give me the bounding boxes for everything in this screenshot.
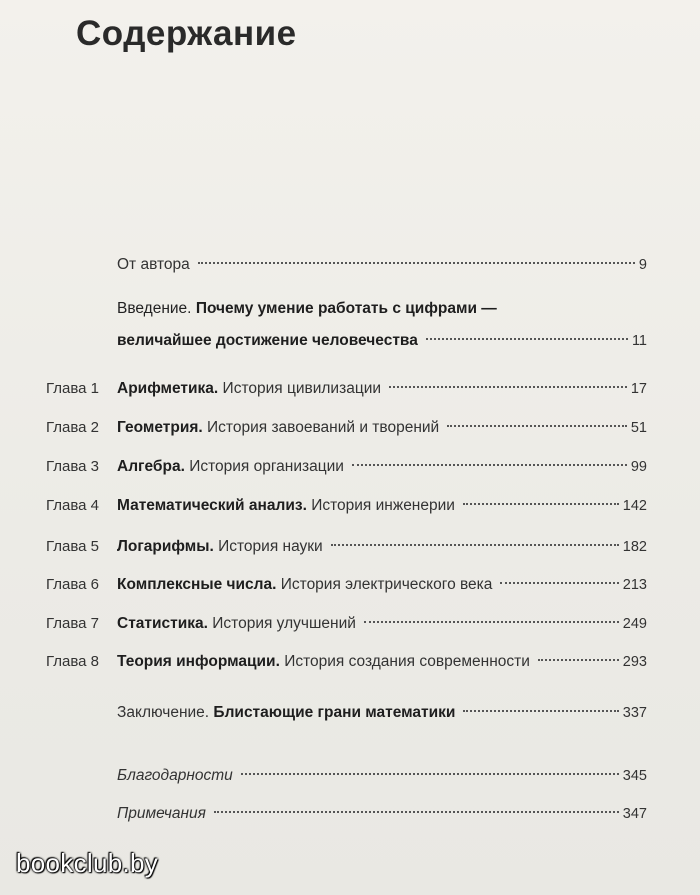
dot-leader xyxy=(198,262,635,264)
toc-entry-intro-line1 xyxy=(117,297,497,321)
chapter-label: Глава 7 xyxy=(46,615,100,632)
chapter-label: Глава 1 xyxy=(46,380,100,397)
chapter-label: Глава 8 xyxy=(46,653,100,670)
toc-entry-subtitle: История электрического века xyxy=(280,576,493,593)
toc-entry-chapter-2 xyxy=(0,416,700,440)
toc-page-number: 17 xyxy=(630,381,647,397)
toc-entry-title: Почему умение работать с цифрами — xyxy=(195,300,497,317)
toc-entry-label: От автора xyxy=(117,256,190,273)
toc-entry-subtitle: История инженерии xyxy=(311,497,455,514)
toc-entry-chapter-6 xyxy=(0,573,700,597)
watermark: bookclub.by xyxy=(16,848,159,878)
toc-entry-title: Математический анализ. xyxy=(117,497,307,514)
toc-entry-title: Логарифмы. xyxy=(117,538,214,555)
toc-entry-subtitle: История завоеваний и творений xyxy=(207,419,440,436)
toc-entry-title: Геометрия. xyxy=(117,419,203,436)
toc-page-number: 213 xyxy=(622,577,647,593)
toc-entry-chapter-5 xyxy=(0,535,700,559)
dot-leader xyxy=(352,464,627,466)
toc-entry-title: Блистающие грани математики xyxy=(213,704,456,721)
toc-entry-chapter-8 xyxy=(0,650,700,674)
dot-leader xyxy=(331,544,619,546)
dot-leader xyxy=(463,503,619,505)
toc-entry-label: Примечания xyxy=(117,805,206,822)
toc-entry-chapter-4 xyxy=(0,494,700,518)
toc-entry-subtitle: История создания современности xyxy=(284,653,530,670)
toc-entry-prefix: Заключение. xyxy=(117,704,210,721)
toc-entry-title: Комплексные числа. xyxy=(117,576,277,593)
toc-page-number: 345 xyxy=(622,768,647,784)
dot-leader xyxy=(500,582,618,584)
toc-entry-subtitle: История науки xyxy=(218,538,323,555)
dot-leader xyxy=(241,773,619,775)
chapter-label: Глава 2 xyxy=(46,419,100,436)
toc-entry-subtitle: История цивилизации xyxy=(222,380,382,397)
toc-entry-subtitle: История организации xyxy=(189,458,344,475)
toc-page-number: 99 xyxy=(630,459,647,475)
toc-entry-chapter-1 xyxy=(0,377,700,401)
dot-leader xyxy=(426,338,628,340)
toc-entry-conclusion xyxy=(0,701,700,725)
toc-page-number: 11 xyxy=(631,333,647,349)
toc-entry-author xyxy=(0,253,700,277)
toc-page-number: 182 xyxy=(622,539,647,555)
chapter-label: Глава 4 xyxy=(46,497,100,514)
chapter-label: Глава 5 xyxy=(46,538,100,555)
toc-entry-subtitle: История улучшений xyxy=(212,615,356,632)
toc-page-number: 337 xyxy=(622,705,647,721)
toc-page-number: 249 xyxy=(622,616,647,632)
toc-entry-title: Теория информации. xyxy=(117,653,280,670)
toc-entry-title: величайшее достижение человечества xyxy=(117,332,418,349)
toc-entry-thanks xyxy=(0,764,700,788)
dot-leader xyxy=(538,659,619,661)
toc-entry-prefix: Введение. xyxy=(117,300,192,317)
toc-page-number: 347 xyxy=(622,806,647,822)
toc-page-number: 51 xyxy=(630,420,647,436)
toc-page-number: 293 xyxy=(622,654,647,670)
chapter-label: Глава 3 xyxy=(46,458,100,475)
toc-entry-title: Арифметика. xyxy=(117,380,219,397)
page-title: Содержание xyxy=(76,14,297,53)
toc-entry-chapter-3 xyxy=(0,455,700,479)
toc-entry-title: Алгебра. xyxy=(117,458,185,475)
chapter-label: Глава 6 xyxy=(46,576,100,593)
dot-leader xyxy=(364,621,619,623)
dot-leader xyxy=(214,811,619,813)
toc-entry-intro-line2 xyxy=(0,329,700,353)
dot-leader xyxy=(463,710,618,712)
toc-page-number: 9 xyxy=(638,257,647,273)
dot-leader xyxy=(447,425,627,427)
toc-entry-notes xyxy=(0,802,700,826)
dot-leader xyxy=(389,386,627,388)
toc-entry-label: Благодарности xyxy=(117,767,233,784)
toc-entry-title: Статистика. xyxy=(117,615,208,632)
toc-entry-chapter-7 xyxy=(0,612,700,636)
toc-page-number: 142 xyxy=(622,498,647,514)
